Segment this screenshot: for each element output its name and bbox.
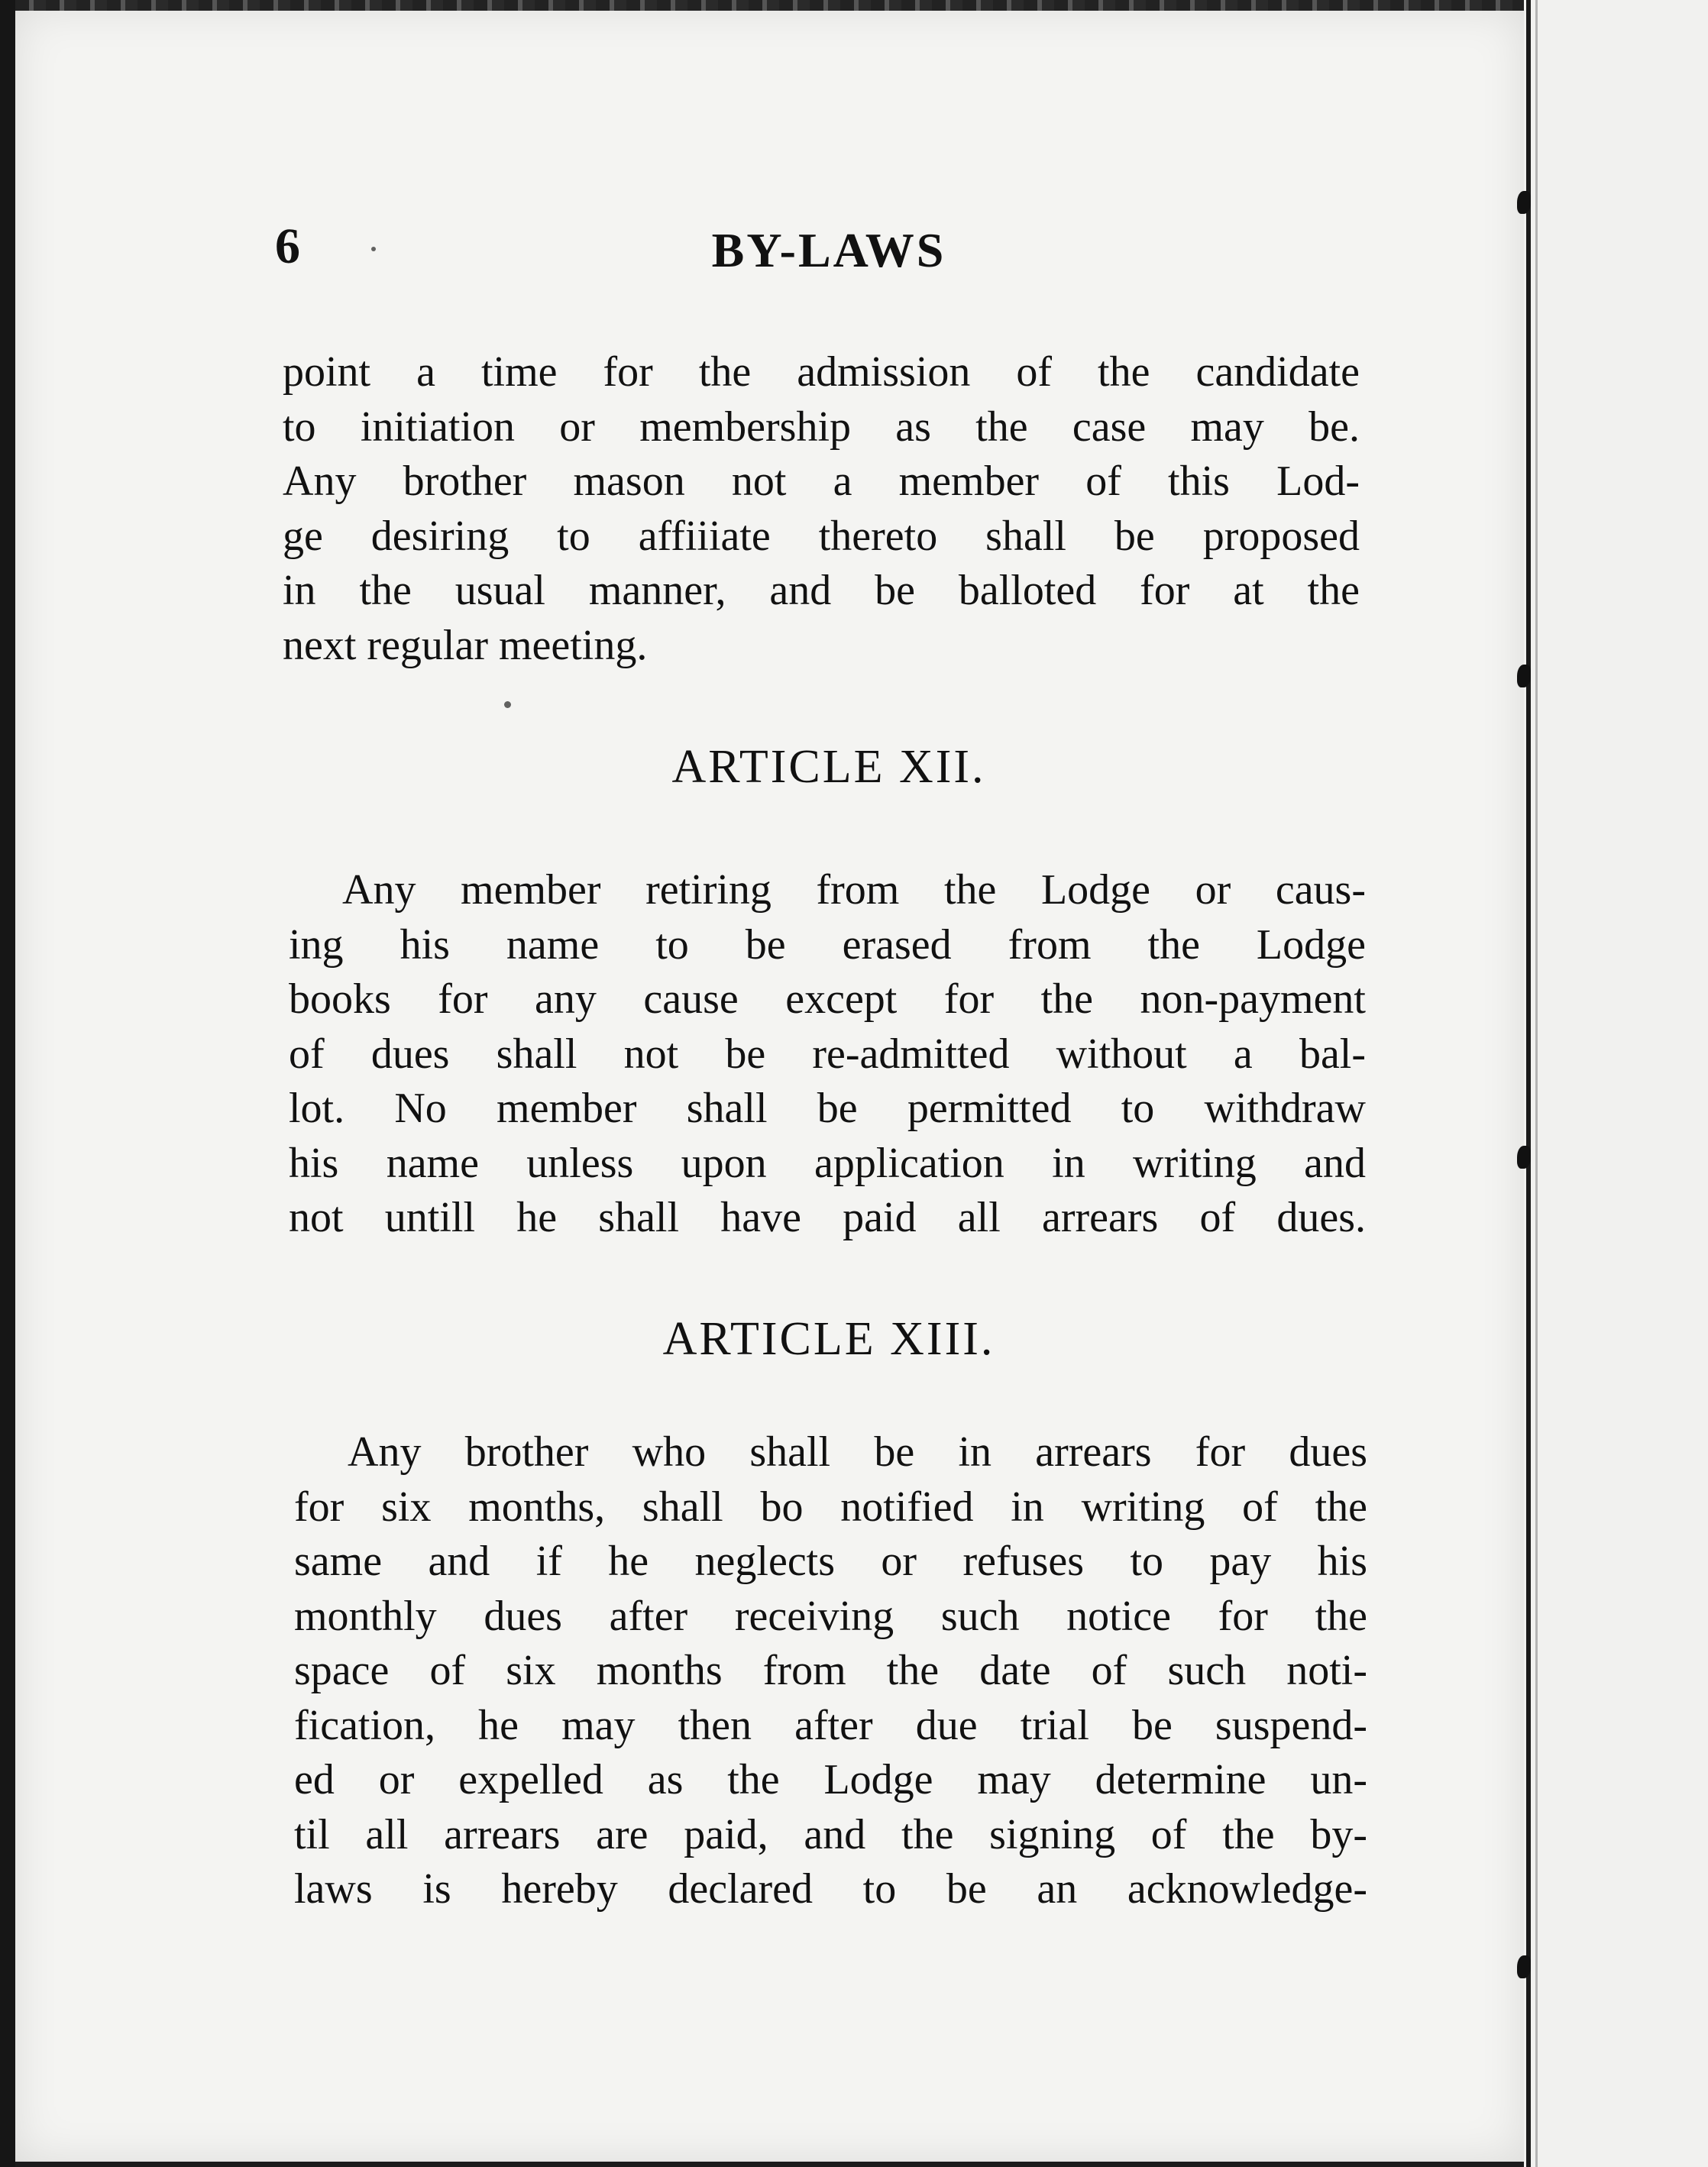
- article-xii-paragraph: [289, 863, 1366, 1246]
- continuation-paragraph: [283, 345, 1360, 673]
- text-line: laws is hereby declared to be an acknowledge-: [294, 1865, 1367, 1913]
- text-line: for six months, shall bo notified in writing of the: [294, 1483, 1367, 1531]
- binding-edge-line: [1526, 0, 1531, 2167]
- page-number: 6: [275, 218, 300, 274]
- text-line: Any brother mason not a member of this Lod-: [283, 458, 1360, 505]
- text-line: ge desiring to affiiiate thereto shall be proposed: [283, 512, 1360, 560]
- text-line: in the usual manner, and be balloted for at the: [283, 567, 1360, 614]
- text-line: lot. No member shall be permitted to withdraw: [289, 1085, 1366, 1132]
- text-line: fication, he may then after due trial be suspend-: [294, 1701, 1367, 1749]
- binding-strip: [1524, 0, 1708, 2167]
- text-line: point a time for the admission of the candidate: [283, 348, 1360, 396]
- text-line: to initiation or membership as the case may be.: [283, 403, 1360, 451]
- text-line: of dues shall not be re-admitted without a bal-: [289, 1030, 1366, 1078]
- article-xii-heading: ARTICLE XII.: [671, 741, 986, 793]
- binding-stitch: [1517, 665, 1531, 687]
- scan-left-edge: [0, 0, 15, 2167]
- article-xiii-paragraph: [294, 1425, 1367, 1917]
- text-line: not untill he shall have paid all arrears of dues.: [289, 1194, 1366, 1241]
- text-line: ed or expelled as the Lodge may determine un-: [294, 1756, 1367, 1803]
- binding-stitch: [1517, 191, 1531, 214]
- text-line: ing his name to be erased from the Lodge: [289, 920, 1366, 969]
- text-line: space of six months from the date of such noti-: [294, 1647, 1367, 1694]
- running-head: BY-LAWS: [711, 223, 946, 277]
- text-line: same and if he neglects or refuses to pay his: [294, 1538, 1367, 1585]
- scan-top-edge: [15, 0, 1524, 11]
- text-line: books for any cause except for the non-payment: [289, 975, 1366, 1023]
- binding-stitch: [1517, 1146, 1531, 1169]
- print-speck: [504, 701, 511, 708]
- article-xiii-heading: ARTICLE XIII.: [662, 1313, 995, 1365]
- binding-inner-line: [1535, 0, 1538, 2167]
- text-line: his name unless upon application in writing and: [289, 1139, 1366, 1187]
- text-line: monthly dues after receiving such notice for the: [294, 1592, 1367, 1640]
- binding-stitch: [1517, 1955, 1531, 1978]
- text-line: til all arrears are paid, and the signing of the by-: [294, 1810, 1367, 1858]
- text-line: Any brother who shall be in arrears for dues: [348, 1428, 1367, 1476]
- text-line: next regular meeting.: [283, 621, 648, 669]
- text-line: Any member retiring from the Lodge or caus-: [342, 866, 1366, 914]
